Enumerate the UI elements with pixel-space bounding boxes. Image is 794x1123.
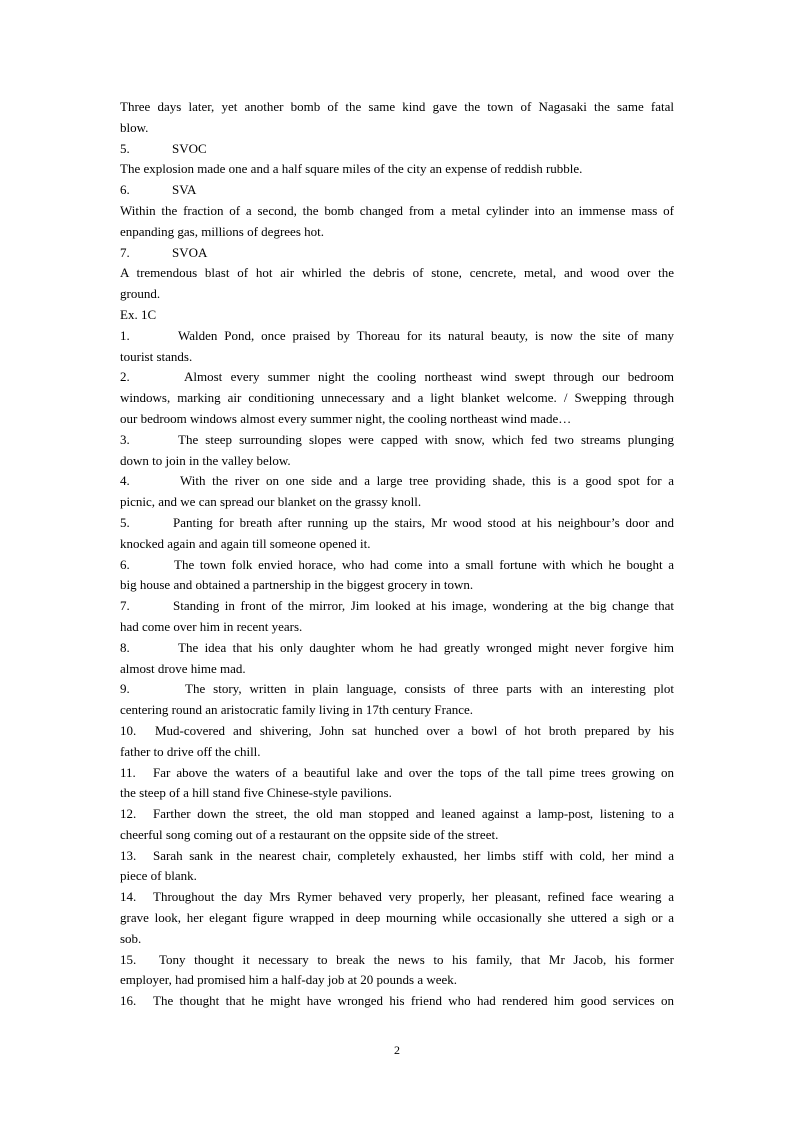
- text-line: knocked again and again till someone opened it.: [120, 535, 371, 551]
- line-text: The idea that his only daughter whom he had greatly wronged might never forgive him: [178, 639, 674, 655]
- item-number: 8.: [120, 639, 130, 655]
- item-number: 14.: [120, 889, 137, 905]
- line-text: The steep surrounding slopes were capped with snow, which fed two streams plunging: [178, 431, 674, 447]
- text-line: tourist stands.: [120, 348, 193, 364]
- text-line: sob.: [120, 930, 142, 946]
- text-line: [120, 430, 674, 451]
- text-line: enpanding gas, millions of degrees hot.: [120, 223, 324, 239]
- text-line: [120, 180, 674, 201]
- line-text: Sarah sank in the nearest chair, completely exhausted, her limbs stiff with cold, her mind a: [153, 847, 674, 863]
- text-line: had come over him in recent years.: [120, 618, 303, 634]
- text-line: blow.: [120, 119, 149, 135]
- text-line: down to join in the valley below.: [120, 452, 291, 468]
- text-line: employer, had promised him a half-day job at 20 pounds a week.: [120, 972, 458, 988]
- text-line: [120, 804, 674, 825]
- line-text: SVA: [172, 182, 197, 198]
- text-line: centering round an aristocratic family living in 17th century France.: [120, 702, 474, 718]
- line-text: Far above the waters of a beautiful lake and over the tops of the tall pime trees growing on: [153, 764, 674, 780]
- line-text: SVOC: [172, 140, 207, 156]
- text-line: grave look, her elegant figure wrapped in deep mourning while occasionally she uttered a sigh or a: [120, 910, 674, 926]
- text-line: [120, 887, 674, 908]
- line-text: Farther down the street, the old man stopped and leaned against a lamp-post, listening to a: [153, 806, 674, 822]
- text-line: cheerful song coming out of a restaurant on the oppsite side of the street.: [120, 826, 499, 842]
- item-number: 4.: [120, 473, 130, 489]
- item-number: 16.: [120, 993, 137, 1009]
- line-text: Panting for breath after running up the stairs, Mr wood stood at his neighbour’s door and: [173, 514, 674, 530]
- item-number: 15.: [120, 951, 137, 967]
- item-number: 10.: [120, 722, 137, 738]
- item-number: 11.: [120, 764, 136, 780]
- text-line: Ex. 1C: [120, 306, 157, 322]
- text-line: [120, 721, 674, 742]
- text-line: piece of blank.: [120, 868, 197, 884]
- text-line: [120, 139, 674, 160]
- item-number: 3.: [120, 431, 130, 447]
- text-line: the steep of a hill stand five Chinese-style pavilions.: [120, 785, 392, 801]
- text-line: windows, marking air conditioning unnecessary and a light blanket welcome. / Swepping through: [120, 390, 674, 406]
- line-text: Tony thought it necessary to break the news to his family, that Mr Jacob, his former: [159, 951, 674, 967]
- line-text: The thought that he might have wronged his friend who had rendered him good services on: [153, 993, 674, 1009]
- item-number: 6.: [120, 556, 130, 572]
- text-line: [120, 679, 674, 700]
- text-line: Three days later, yet another bomb of the same kind gave the town of Nagasaki the same fatal: [120, 99, 674, 114]
- item-number: 5.: [120, 140, 130, 156]
- text-line: [120, 950, 674, 971]
- item-number: 7.: [120, 244, 130, 260]
- line-text: The story, written in plain language, consists of three parts with an interesting plot: [185, 681, 674, 697]
- text-line: The explosion made one and a half square miles of the city an expense of reddish rubble.: [120, 161, 583, 177]
- text-line: [120, 555, 674, 576]
- line-text: Almost every summer night the cooling northeast wind swept through our bedroom: [184, 369, 674, 385]
- text-line: [120, 471, 674, 492]
- text-line: A tremendous blast of hot air whirled the debris of stone, cencrete, metal, and wood over the: [120, 265, 674, 281]
- line-text: Throughout the day Mrs Rymer behaved very properly, her pleasant, refined face wearing a: [153, 889, 674, 905]
- line-text: The town folk envied horace, who had come into a small fortune with which he bought a: [174, 556, 674, 572]
- text-line: almost drove hime mad.: [120, 660, 246, 676]
- text-line: Within the fraction of a second, the bomb changed from a metal cylinder into an immense mass of: [120, 202, 674, 218]
- document-body: [120, 97, 674, 1012]
- item-number: 7.: [120, 598, 130, 614]
- text-line: [120, 513, 674, 534]
- text-line: big house and obtained a partnership in the biggest grocery in town.: [120, 577, 474, 593]
- text-line: [120, 991, 674, 1012]
- text-line: [120, 763, 674, 784]
- line-text: Standing in front of the mirror, Jim looked at his image, wondering at the big change that: [173, 598, 674, 614]
- text-line: ground.: [120, 286, 161, 302]
- line-text: Walden Pond, once praised by Thoreau for its natural beauty, is now the site of many: [178, 327, 674, 343]
- text-line: [120, 243, 674, 264]
- item-number: 6.: [120, 182, 130, 198]
- text-line: our bedroom windows almost every summer night, the cooling northeast wind made…: [120, 410, 572, 426]
- text-line: [120, 596, 674, 617]
- text-line: [120, 846, 674, 867]
- line-text: With the river on one side and a large tree providing shade, this is a good spot for a: [180, 473, 674, 489]
- item-number: 2.: [120, 369, 130, 385]
- page-number: 2: [394, 1043, 400, 1057]
- line-text: SVOA: [172, 244, 208, 260]
- text-line: [120, 367, 674, 388]
- text-line: [120, 638, 674, 659]
- text-line: [120, 326, 674, 347]
- item-number: 5.: [120, 514, 130, 530]
- item-number: 9.: [120, 681, 130, 697]
- item-number: 1.: [120, 327, 130, 343]
- item-number: 12.: [120, 806, 137, 822]
- item-number: 13.: [120, 847, 137, 863]
- text-line: picnic, and we can spread our blanket on the grassy knoll.: [120, 494, 422, 510]
- text-line: father to drive off the chill.: [120, 743, 261, 759]
- line-text: Mud-covered and shivering, John sat hunched over a bowl of hot broth prepared by his: [155, 722, 674, 738]
